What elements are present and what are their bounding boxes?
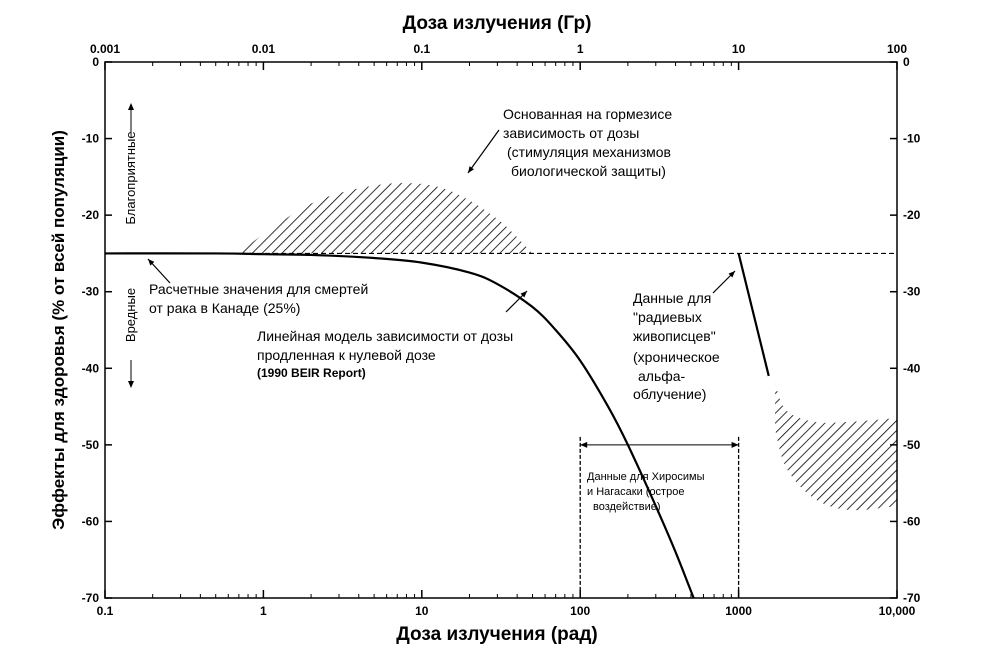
y-right-tick-label: -50 [903, 437, 921, 452]
hiroshima-bracket [580, 437, 738, 598]
y-right-tick-label: -30 [903, 284, 921, 299]
x-top-tick-label: 100 [886, 42, 908, 56]
x-bottom-tick-label: 10,000 [878, 604, 916, 618]
x-top-axis-title: Доза излучения (Гр) [402, 13, 592, 34]
y-right-tick-label: -70 [903, 591, 921, 605]
hormesis-region [239, 183, 533, 253]
x-top-tick-label: 1 [576, 42, 584, 56]
hiroshima-annotation: Данные для Хиросимы и Нагасаки (острое воздействие) [587, 471, 705, 513]
x-bottom-tick-label: 0.1 [96, 604, 114, 618]
x-top-tick-label: 0.001 [89, 42, 121, 56]
bracket-arrow-right [732, 442, 739, 448]
x-bottom-tick-label: 1000 [725, 604, 752, 618]
y-left-tick-label: -70 [81, 591, 99, 605]
x-top-tick-label: 0.01 [251, 42, 276, 56]
y-left-tick-label: -40 [81, 361, 99, 376]
y-left-tick-label: -30 [81, 284, 99, 299]
y-right-tick-label: -60 [903, 514, 921, 529]
y-left-tick-label: 0 [92, 55, 99, 69]
y-right-tick-label: -10 [903, 131, 921, 146]
y-left-tick-label: -50 [81, 437, 99, 452]
x-bottom-tick-label: 100 [570, 604, 591, 618]
x-bottom-tick-label: 10 [415, 604, 429, 618]
hormesis-arrow-head [468, 166, 474, 173]
beir-annotation: (1990 BEIR Report) [257, 366, 366, 380]
radium-band-region [775, 384, 897, 511]
canada-annotation: Расчетные значения для смертей от рака в Канаде (25%) [149, 281, 369, 316]
x-bottom-axis-title: Доза излучения (рад) [396, 624, 598, 645]
radium-annotation: Данные для "радиевых живописцев" (хроническое альфа- облучение) [633, 290, 720, 402]
x-top-tick-label: 10 [731, 42, 746, 56]
harmful-label: Вредные [123, 287, 138, 343]
y-left-tick-label: -60 [81, 514, 99, 529]
favorable-label: Благоприятные [123, 131, 138, 225]
lnt-annotation: Линейная модель зависимости от дозы продленная к нулевой дозе [257, 328, 514, 363]
x-bottom-tick-label: 1 [260, 604, 267, 618]
y-right-tick-label: -40 [903, 361, 921, 376]
x-top-tick-label: 0.1 [413, 42, 431, 56]
y-axis-title: Эффекты для здоровья (% от всей популяции) [49, 130, 68, 530]
hormesis-arrow [468, 130, 499, 173]
radium-line [739, 253, 769, 376]
y-right-tick-label: 0 [903, 55, 910, 69]
hormesis-annotation: Основанная на гормезисе зависимость от дозы (стимуляция механизмов биологической защиты) [503, 106, 673, 179]
bracket-arrow-left [580, 442, 587, 448]
y-left-tick-label: -10 [81, 131, 99, 146]
y-left-tick-label: -20 [81, 208, 99, 223]
y-right-tick-label: -20 [903, 208, 921, 223]
